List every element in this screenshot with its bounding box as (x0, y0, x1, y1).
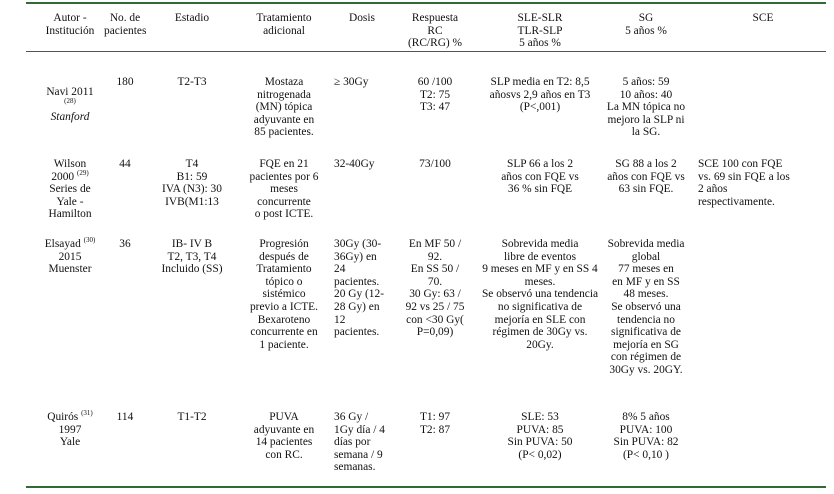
sle-slr-line: añosvs 2,9 años en T3 (489, 88, 591, 101)
patient-count: 36 (119, 238, 131, 250)
row-3-response-cell (394, 238, 476, 339)
author-institution: Stanford (50, 111, 90, 124)
header-line: SLE-SLR (517, 12, 563, 24)
header-line: Institución (45, 24, 95, 37)
column-header-response (394, 12, 476, 50)
sle-slr-line: mejoría en SLE con (494, 313, 586, 326)
dose-line: semanas. (334, 461, 376, 474)
response-line: En MF 50 / (408, 238, 462, 250)
header-line: pacientes (104, 24, 147, 37)
patient-count: 114 (116, 411, 134, 423)
author-line: 1997 (58, 423, 82, 436)
row-3-author-cell (28, 238, 112, 276)
sle-slr-line: 20Gy. (526, 338, 554, 351)
sg-line: 5 años: 59 (622, 76, 670, 88)
sg-line: Sin PUVA: 82 (613, 436, 679, 449)
column-header-patients (104, 12, 146, 37)
response-line: 92. (427, 250, 443, 263)
response-line: T3: 47 (419, 101, 451, 114)
sg-line: 30Gy vs. 20GY. (609, 363, 683, 376)
row-2-patients-cell (104, 158, 146, 171)
dose-line: 32-40Gy (334, 158, 375, 170)
treatment-line: adyuvante en (253, 113, 315, 126)
header-line: RC (427, 24, 443, 37)
treatment-line: Bexaroteno (257, 313, 311, 326)
header-line: SG (638, 12, 654, 24)
author-line: 2000 $^{(29)}$ (51, 168, 89, 183)
response-line: con <30 Gy( (406, 313, 464, 326)
treatment-line: 85 pacientes. (254, 126, 314, 139)
sce-line: 2 años (698, 183, 728, 196)
treatment-line: tópico o (265, 275, 303, 288)
row-1-patients-cell (104, 76, 146, 89)
sle-slr-line: (P<,001) (519, 101, 561, 114)
sle-slr-line: 36 % sin FQE (507, 183, 573, 196)
dose-line: 36Gy) en (334, 250, 377, 263)
dose-line: 12 (334, 313, 346, 326)
treatment-line: concurrente (257, 195, 311, 208)
sle-slr-line: meses. (524, 275, 556, 288)
response-line: P=0,09) (416, 326, 454, 339)
column-header-sce (698, 12, 828, 25)
sg-line: La MN tópica no (606, 101, 686, 114)
treatment-line: FQE en 21 (259, 158, 309, 170)
header-line: Respuesta (411, 12, 459, 24)
row-2-dose-cell (334, 158, 390, 171)
author-line: Hamilton (48, 208, 92, 221)
treatment-line: 14 pacientes (255, 436, 313, 449)
sle-slr-line: no significativa de (497, 300, 583, 313)
dose-line: ≥ 30Gy (334, 76, 369, 88)
treatment-line: (MN) tópica (255, 101, 313, 114)
header-line: TLR-SLP (517, 24, 563, 37)
header-line: 5 años % (519, 37, 561, 50)
header-line: adicional (263, 24, 305, 37)
author-line: Elsayad $^{(30)}$ (44, 236, 96, 250)
table-bottom-rule (26, 486, 826, 488)
reference-number: (31) (81, 409, 93, 418)
row-4-author-cell (28, 411, 112, 449)
sg-line: PUVA: 100 (619, 423, 673, 436)
row-1-stage-cell (150, 76, 234, 89)
sle-slr-line: régimen de 30Gy vs. (492, 326, 588, 339)
row-3-stage-cell (150, 238, 234, 276)
treatment-line: 1 paciente. (259, 338, 309, 351)
response-line: 60 /100 (417, 76, 453, 88)
dose-line: 20 Gy (12- (334, 288, 384, 301)
row-2-sg-cell (604, 158, 688, 196)
table-top-rule (26, 2, 826, 4)
column-header-stage (150, 12, 234, 25)
treatment-line: sistémico (262, 288, 306, 301)
dose-line: 36 Gy / (334, 411, 369, 423)
sle-slr-line: libre de eventos (503, 250, 577, 263)
header-line: No. de (109, 12, 141, 24)
treatment-line: Progresión (259, 238, 309, 250)
treatment-line: Tratamiento (256, 263, 312, 276)
row-1-sle-slr-cell (478, 76, 602, 114)
header-line: Autor - (53, 12, 87, 24)
stage-line: IVB(M1:13 (165, 195, 219, 208)
sle-slr-line: 9 meses en MF y en SS 4 (482, 263, 598, 276)
column-header-treatment (236, 12, 332, 37)
header-line: Estadio (174, 12, 210, 24)
treatment-line: previo a ICTE. (249, 300, 318, 313)
reference-number: (28) (64, 96, 76, 105)
dose-line: semana / 9 (334, 448, 383, 461)
row-4-sle-slr-cell (478, 411, 602, 461)
sg-line: global (631, 250, 661, 263)
sg-line: Sobrevida media (607, 238, 685, 250)
row-1-dose-cell (334, 76, 390, 89)
stage-line: T4 (185, 158, 199, 170)
dose-line: 24 (334, 263, 346, 276)
sle-slr-line: Se observó una tendencia (481, 288, 599, 301)
treatment-line: pacientes por 6 (249, 170, 319, 183)
row-3-sle-slr-cell (478, 238, 602, 351)
column-header-dose (334, 12, 390, 25)
stage-line: B1: 59 (176, 170, 208, 183)
author-line: Muenster (48, 263, 92, 276)
row-4-stage-cell (150, 411, 234, 424)
row-4-dose-cell (334, 411, 390, 474)
sg-line: la SG. (631, 126, 661, 139)
sle-slr-line: años con FQE vs (501, 170, 579, 183)
sg-line: (P< 0,10 ) (623, 448, 669, 461)
sg-line: 48 meses. (623, 288, 669, 301)
row-2-sle-slr-cell (478, 158, 602, 196)
sce-line: SCE 100 con FQE (698, 158, 783, 170)
column-header-author (28, 12, 112, 37)
sle-slr-line: SLE: 53 (521, 411, 559, 423)
row-2-author-cell (28, 158, 112, 221)
stage-line: T1-T2 (177, 411, 207, 423)
sle-slr-line: SLP media en T2: 8,5 (490, 76, 590, 88)
sle-slr-line: SLP 66 a los 2 (506, 158, 574, 170)
sg-line: con régimen de (610, 351, 682, 364)
sg-line: Se observó una (611, 300, 681, 313)
row-3-dose-cell (334, 238, 390, 339)
header-line: 5 años % (625, 24, 667, 37)
stage-line: T2-T3 (177, 76, 207, 88)
row-4-sg-cell (604, 411, 688, 461)
header-line: (RC/RG) % (407, 37, 463, 50)
sg-line: 77 meses en (618, 263, 674, 276)
response-line: 70. (427, 275, 443, 288)
sle-slr-line: PUVA: 85 (516, 423, 564, 436)
sg-line: 63 sin FQE. (618, 183, 674, 196)
dose-line: pacientes. (334, 275, 380, 288)
row-2-response-cell (394, 158, 476, 171)
sg-line: mejoro la SLP ni (607, 113, 685, 126)
treatment-line: meses (270, 183, 298, 196)
sce-line: respectivamente. (698, 195, 775, 208)
sle-slr-line: Sobrevida media (501, 238, 579, 250)
column-header-sg (604, 12, 688, 37)
reference-line (28, 96, 112, 112)
sg-line: 10 años: 40 (619, 88, 673, 101)
sle-slr-line: Sin PUVA: 50 (507, 436, 573, 449)
response-line: T2: 75 (419, 88, 451, 101)
header-line: SCE (752, 12, 774, 24)
dose-line: 28 Gy) en (334, 300, 380, 313)
author-line: Quirós $^{(31)}$ (47, 409, 93, 423)
treatment-line: adyuvante en (253, 423, 315, 436)
response-line: 92 vs 25 / 75 (405, 300, 465, 313)
sce-line: vs. 69 sin FQE a los (698, 170, 790, 183)
sg-line: tendencia no (617, 313, 675, 326)
patient-count: 44 (119, 158, 131, 170)
row-1-treatment-cell (236, 76, 332, 139)
treatment-line: PUVA (269, 411, 299, 423)
row-2-sce-cell (698, 158, 828, 208)
row-2-treatment-cell (236, 158, 332, 221)
treatment-line: con RC. (265, 448, 303, 461)
response-line: T1: 97 (419, 411, 451, 423)
sg-line: SG 88 a los 2 (615, 158, 677, 170)
row-3-treatment-cell (236, 238, 332, 351)
author-line: Yale (59, 436, 81, 449)
table-header-rule (26, 51, 826, 52)
patient-count: 180 (116, 76, 134, 88)
row-4-treatment-cell (236, 411, 332, 461)
column-header-sle-slr (478, 12, 602, 50)
author-line: Wilson (53, 158, 87, 170)
stage-line: T2, T3, T4 (167, 250, 217, 263)
response-line: 30 Gy: 63 / (409, 288, 461, 301)
row-1-author-cell (28, 86, 112, 124)
reference-number: (30) (83, 236, 96, 245)
response-line: En SS 50 / (410, 263, 460, 276)
header-line: Dosis (349, 12, 375, 24)
row-4-patients-cell (104, 411, 146, 424)
dose-line: días por (334, 436, 371, 449)
row-1-sg-cell (604, 76, 688, 139)
row-3-patients-cell (104, 238, 146, 251)
treatment-line: o post ICTE. (254, 208, 314, 221)
sg-line: en MF y en SS (612, 275, 680, 288)
sg-line: años con FQE vs (607, 170, 685, 183)
author-line: 2015 (58, 250, 82, 263)
sg-line: significativa de (611, 326, 681, 339)
treatment-line: Mostaza (264, 76, 304, 88)
sle-slr-line: (P< 0,02) (518, 448, 562, 461)
row-4-response-cell (394, 411, 476, 436)
author-line: Yale - (56, 195, 84, 208)
reference-number: (29) (76, 168, 89, 177)
dose-line: pacientes. (334, 326, 380, 339)
sg-line: 8% 5 años (622, 411, 670, 423)
author-line: Series de (49, 183, 91, 196)
header-line: Tratamiento (256, 12, 312, 24)
row-1-response-cell (394, 76, 476, 114)
stage-line: IVA (N3): 30 (162, 183, 222, 196)
dose-line: 1Gy día / 4 (334, 423, 385, 436)
sg-line: mejoría en SG (613, 338, 679, 351)
response-line: T2: 87 (419, 423, 451, 436)
response-line: 73/100 (419, 158, 451, 170)
row-3-sg-cell (604, 238, 688, 377)
treatment-line: concurrente en (250, 326, 318, 339)
treatment-line: después de (259, 250, 309, 263)
author-name: Navi 2011 (46, 86, 94, 98)
row-2-stage-cell (150, 158, 234, 208)
treatment-line: nitrogenada (257, 88, 311, 101)
stage-line: IB- IV B (171, 238, 213, 250)
stage-line: Incluido (SS) (161, 263, 223, 276)
dose-line: 30Gy (30- (334, 238, 382, 250)
